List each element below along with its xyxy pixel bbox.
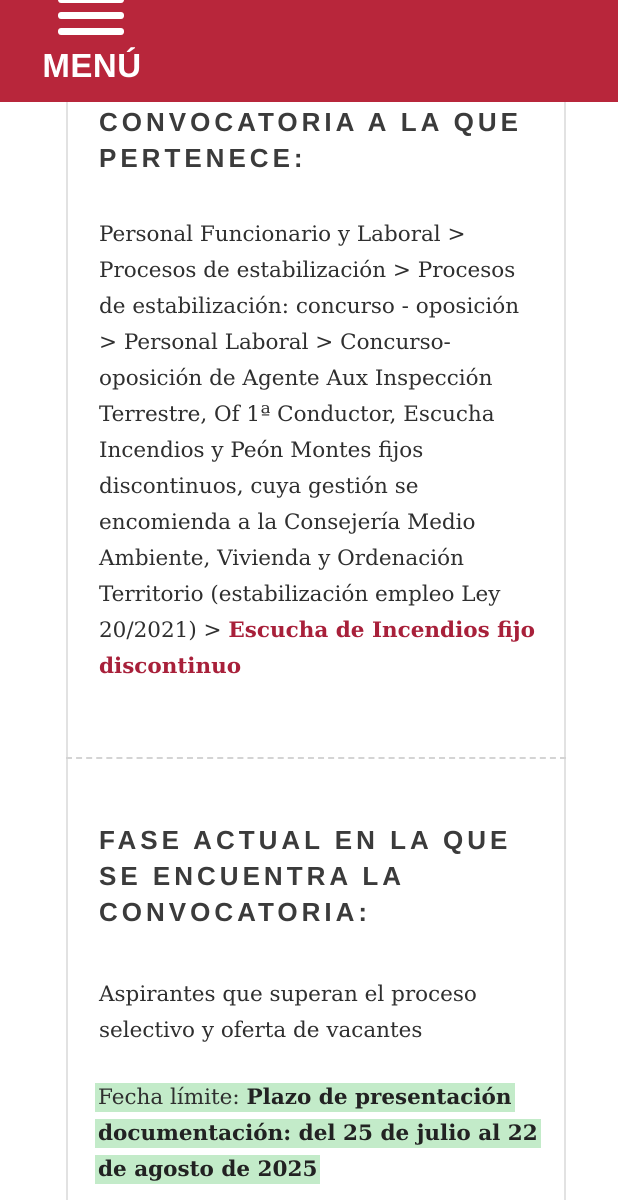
convocatoria-breadcrumb (99, 217, 539, 685)
fase-title-line2: SE ENCUENTRA LA (99, 861, 406, 891)
deadline-value: Plazo de presentación documentación: del 25 de julio al 22 de agosto de 2025 (98, 1085, 538, 1182)
section-divider (66, 757, 566, 759)
fase-title-line3: CONVOCATORIA: (99, 897, 372, 927)
deadline-highlight (95, 1083, 541, 1184)
breadcrumb-text: Personal Funcionario y Laboral > Procesos de estabilización > Procesos de estabilización: concurso - oposición > Personal Laboral > Concurso-oposición de Agente Aux Inspección Terrestre, Of 1ª Conductor, Escucha Incendios y Peón Montes fijos discontinuos, cuya gestión se encomienda a la Consejería Medio Ambiente, Vivienda y Ordenación Territorio (estabilización empleo Ley 20/2021) > (99, 222, 520, 643)
menu-label: MENÚ (42, 47, 142, 84)
convocatoria-title-line2: PERTENECE: (99, 143, 307, 173)
hamburger-icon (58, 0, 124, 42)
fase-title-line1: FASE ACTUAL EN LA QUE (99, 825, 512, 855)
convocatoria-title-line1: CONVOCATORIA A LA QUE (99, 107, 522, 137)
deadline-block (95, 1080, 545, 1188)
phase-description: Aspirantes que superan el proceso selectivo y oferta de vacantes (99, 982, 477, 1043)
menu-button[interactable] (40, 0, 144, 86)
top-bar (0, 0, 618, 102)
fase-section-title (99, 822, 569, 930)
deadline-label: Fecha límite: (98, 1085, 240, 1110)
convocatoria-section-title (99, 104, 569, 176)
breadcrumb-current-link[interactable]: Escucha de Incendios fijo discontinuo (99, 618, 535, 679)
